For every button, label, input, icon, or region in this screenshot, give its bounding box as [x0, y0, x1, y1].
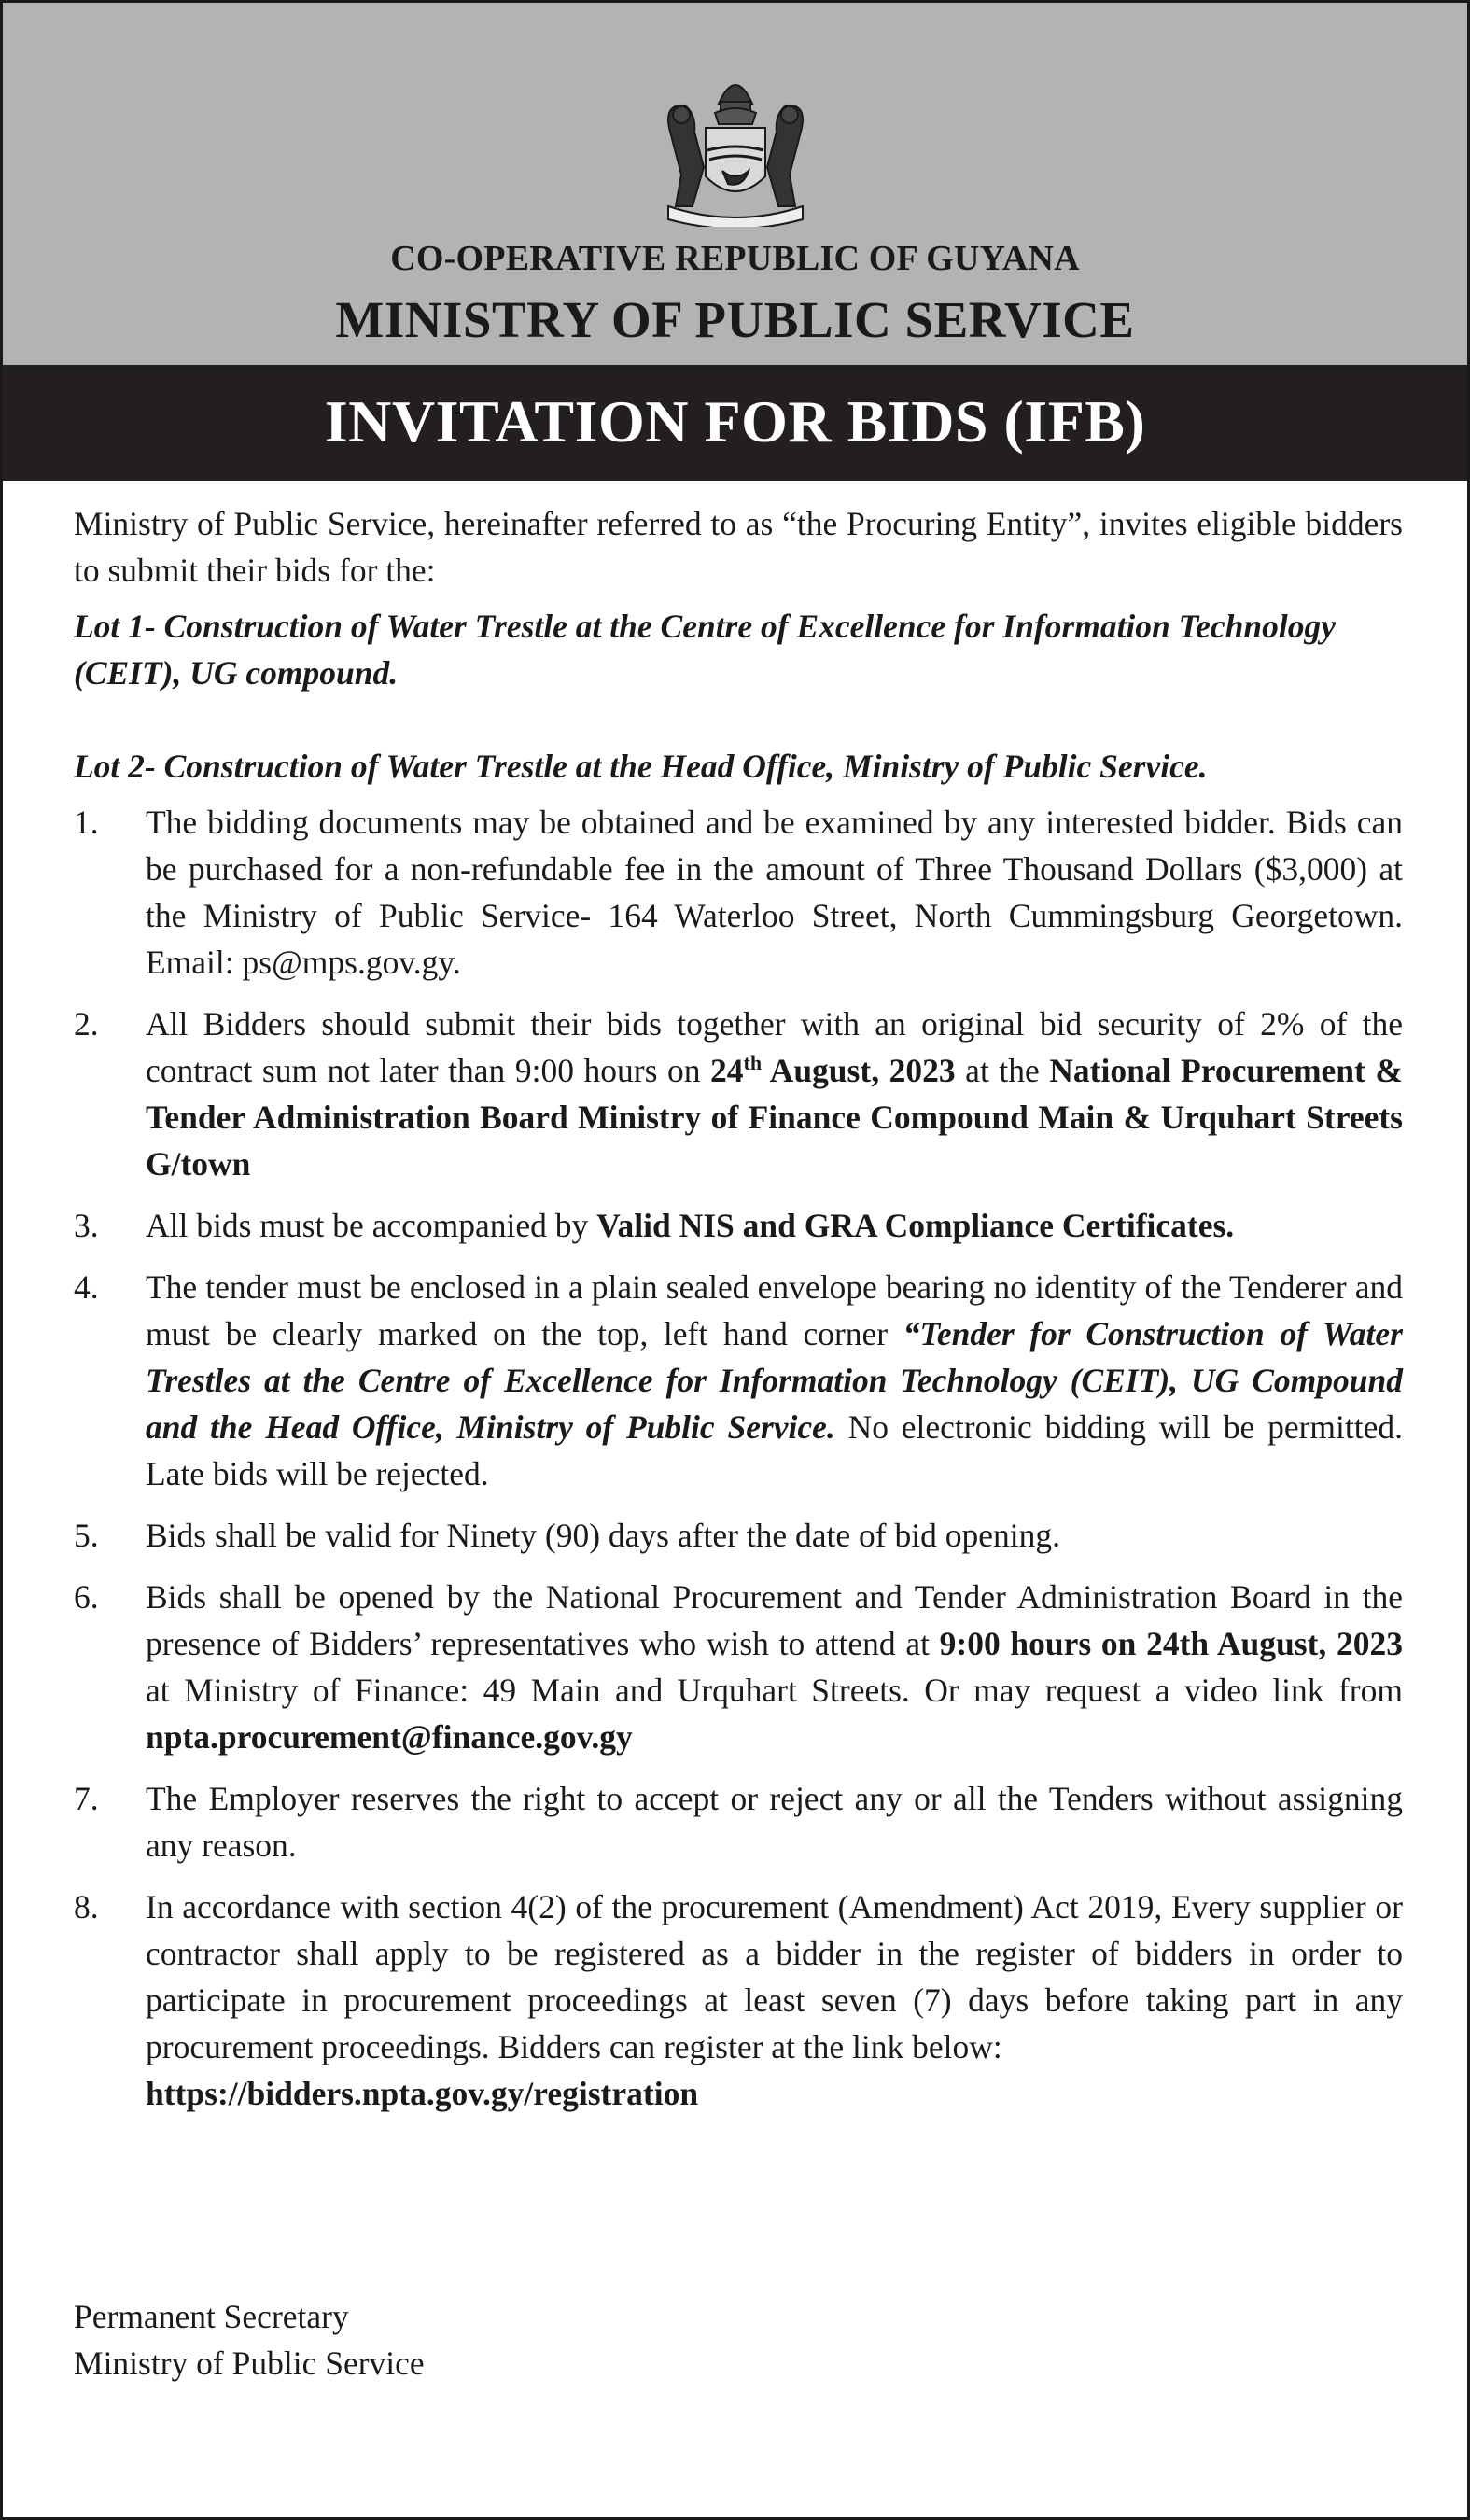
item-text: The Employer reserves the right to accept or reject any or all the Tenders without assigning any reason.	[146, 1780, 1403, 1864]
list-item	[74, 1775, 1403, 1869]
list-item	[74, 1264, 1403, 1497]
deadline-day-suffix: th	[743, 1051, 763, 1075]
item-number: 7.	[74, 1780, 99, 1817]
page-title: INVITATION FOR BIDS (IFB)	[324, 388, 1146, 455]
item-text: In accordance with section 4(2) of the procurement (Amendment) Act 2019, Every supplier or contractor shall apply to be registered as a bidder in the register of bidders in order to participate in procurement proceedings at least seven (7) days before taking part in any procurement proceedings. Bidders can register at the link below:	[146, 1888, 1403, 2065]
envelope-marking: “Tender for Construction of Water Trestles at the Centre of Excellence for Information Technology (CEIT), UG Compound and the Head Office, Ministry of Public Service.	[146, 1315, 1403, 1446]
list-item	[74, 1202, 1403, 1249]
item-number: 4.	[74, 1268, 99, 1306]
item-number: 1.	[74, 804, 99, 841]
item-text: All bids must be accompanied by	[146, 1207, 597, 1244]
lot-1: Lot 1- Construction of Water Trestle at the Centre of Excellence for Information Technology (CEIT), UG compound.	[74, 608, 1336, 692]
signatory-ministry: Ministry of Public Service	[74, 2345, 425, 2382]
item-text: The tender must be enclosed in a plain sealed envelope bearing no identity of the Tenderer and must be clearly marked on the top, left hand corner	[146, 1268, 1403, 1352]
notice-body	[74, 500, 1403, 2132]
item-number: 2.	[74, 1005, 99, 1043]
opening-time: 9:00 hours on 24th August, 2023	[939, 1625, 1403, 1662]
registration-link[interactable]: https://bidders.npta.gov.gy/registration	[146, 2075, 699, 2112]
item-text: at the	[955, 1052, 1050, 1089]
intro-paragraph: Ministry of Public Service, hereinafter referred to as “the Procuring Entity”, invites eligible bidders to submit their bids for the:	[74, 505, 1403, 589]
item-text: The bidding documents may be obtained and be examined by any interested bidder. Bids can be purchased for a non-refundable fee in the amount of Three Thousand Dollars ($3,000) at the Ministry of Public Service- 164 Waterloo Street, North Cummingsburg Georgetown. Email: ps@mps.gov.gy.	[146, 804, 1403, 981]
item-text: All Bidders should submit their bids together with an original bid security of 2% of the contract sum not later than 9:00 hours on	[146, 1005, 1403, 1089]
video-link-email[interactable]: npta.procurement@finance.gov.gy	[146, 1718, 633, 1756]
list-item	[74, 799, 1403, 986]
signature-block	[74, 2293, 425, 2387]
list-item	[74, 1574, 1403, 1760]
conditions-list	[74, 799, 1403, 2117]
item-number: 8.	[74, 1888, 99, 1925]
list-item	[74, 1883, 1403, 2117]
item-text: at Ministry of Finance: 49 Main and Urquhart Streets. Or may request a video link from	[146, 1672, 1403, 1709]
item-text: Bids shall be valid for Ninety (90) days after the date of bid opening.	[146, 1517, 1060, 1554]
country-name: CO-OPERATIVE REPUBLIC OF GUYANA	[390, 239, 1080, 278]
item-number: 3.	[74, 1207, 99, 1244]
item-number: 6.	[74, 1578, 99, 1616]
coat-of-arms-icon	[653, 66, 818, 227]
deadline-day: 24	[710, 1052, 744, 1089]
list-item	[74, 1512, 1403, 1559]
submission-location: National Procurement & Tender Administration Board Ministry of Finance Compound Main & Urquhart Streets G/town	[146, 1052, 1403, 1183]
ministry-name: MINISTRY OF PUBLIC SERVICE	[335, 291, 1135, 348]
item-number: 5.	[74, 1517, 99, 1554]
lot-2: Lot 2- Construction of Water Trestle at the Head Office, Ministry of Public Service.	[74, 748, 1208, 785]
signatory-title: Permanent Secretary	[74, 2298, 349, 2335]
deadline-date: August, 2023	[762, 1052, 956, 1089]
list-item	[74, 1001, 1403, 1187]
item-text: Bids shall be opened by the National Procurement and Tender Administration Board in the presence of Bidders’ representatives who wish to attend at	[146, 1578, 1403, 1662]
required-certificates: Valid NIS and GRA Compliance Certificates.	[596, 1207, 1235, 1244]
item-text: No electronic bidding will be permitted. Late bids will be rejected.	[146, 1408, 1403, 1492]
